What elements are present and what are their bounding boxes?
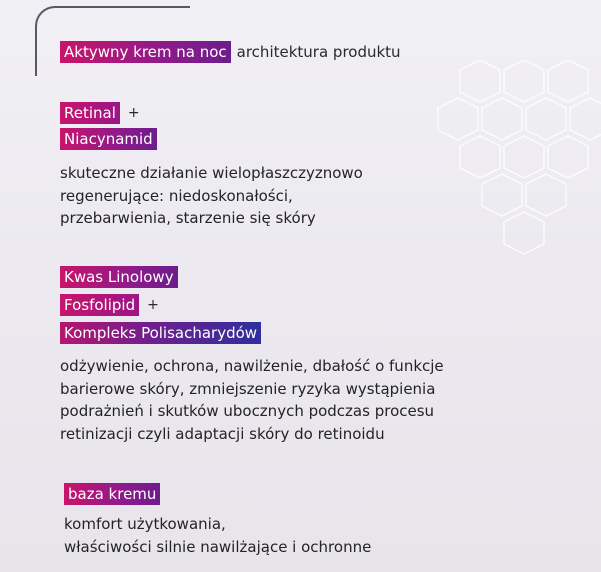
- section-3-tag-row-1: [64, 483, 160, 505]
- section-2-description: [60, 355, 444, 445]
- section-2-tag-row-3: [60, 322, 261, 344]
- ingredient-tag-kwas-linolowy: Kwas Linolowy: [60, 266, 178, 288]
- section-1-tag-row-2: [60, 128, 157, 150]
- plus-sign: +: [147, 297, 159, 313]
- ingredient-tag-baza-kremu: baza kremu: [64, 483, 160, 505]
- header-subtitle: architektura produktu: [236, 43, 401, 61]
- section-1-description: [60, 162, 363, 230]
- ingredient-tag-retinal: Retinal: [60, 102, 120, 124]
- description-line: retinizacji czyli adaptacji skóry do retinoidu: [60, 424, 385, 443]
- ingredient-tag-kompleks-polisacharydow: Kompleks Polisacharydów: [60, 322, 261, 344]
- description-line: przebarwienia, starzenie się skóry: [60, 209, 316, 227]
- section-2-tag-row-1: [60, 266, 178, 288]
- description-line: komfort użytkowania,: [64, 515, 226, 533]
- description-line: barierowe skóry, zmniejszenie ryzyka wystąpienia: [60, 379, 436, 398]
- description-line: odżywienie, ochrona, nawilżenie, dbałość o funkcje: [60, 357, 444, 375]
- header-tag: Aktywny krem na noc: [60, 41, 231, 63]
- ingredient-tag-niacynamid: Niacynamid: [60, 128, 157, 150]
- description-line: skuteczne działanie wielopłaszczyznowo: [60, 164, 363, 182]
- section-2-tag-row-2: [60, 294, 159, 316]
- description-line: właściwości silnie nawilżające i ochronne: [64, 537, 372, 556]
- section-1-tag-row-1: [60, 102, 140, 124]
- section-3-description: [64, 513, 371, 558]
- description-line: regenerujące: niedoskonałości,: [60, 186, 293, 205]
- header-row: [60, 41, 401, 63]
- hexagon-pattern-icon: [420, 60, 601, 280]
- plus-sign: +: [127, 105, 140, 121]
- ingredient-tag-fosfolipid: Fosfolipid: [60, 294, 139, 316]
- description-line: podrażnień i skutków ubocznych podczas procesu: [60, 402, 435, 420]
